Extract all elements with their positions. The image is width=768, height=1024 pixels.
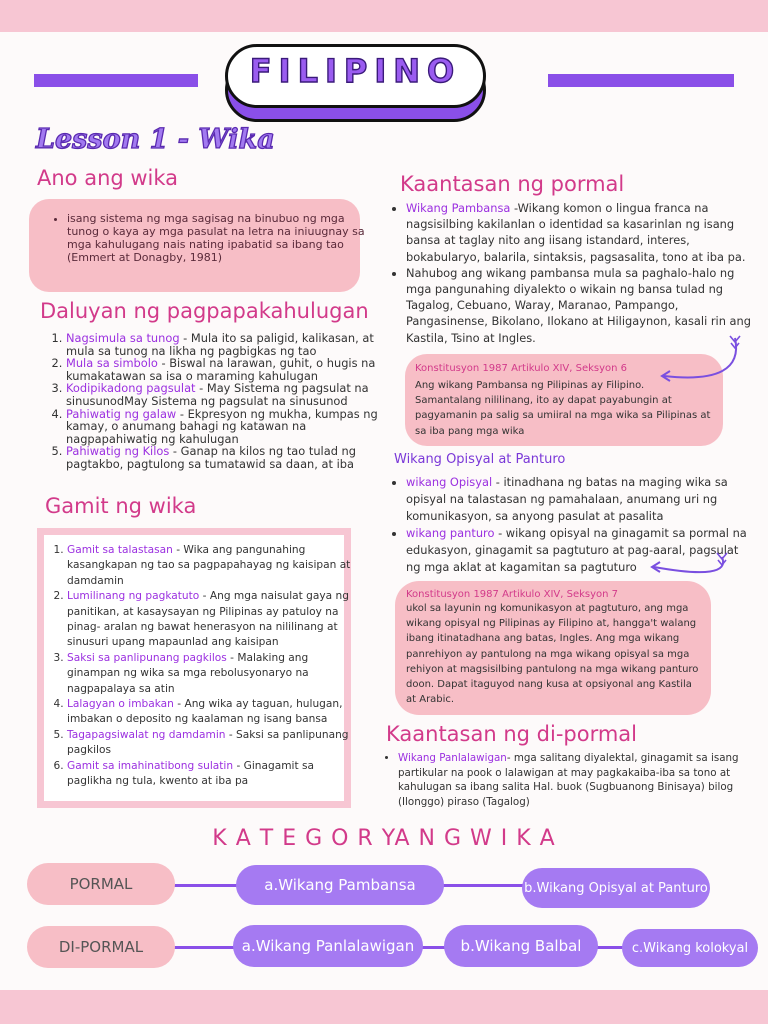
pormal-item-pill: a.Wikang Pambansa: [236, 865, 444, 905]
list-item: • wikang Opisyal - itinadhana ng batas na maging wika sa opisyal na talastasan ng pamahalaan, anumang uri ng komunikasyon, sa anyong pasulat at pasalita: [406, 474, 752, 525]
pormal-heading: Kaantasan ng pormal: [400, 172, 625, 196]
list-item: 1. Gamit sa talastasan - Wika ang pangunahing kasangkapan ng tao sa pagpapahayag ng kaisipan at damdamin: [67, 543, 357, 589]
konstitusyon-7-title: Konstitusyon 1987 Artikulo XIV, Seksyon 7: [406, 589, 619, 600]
gamit-list: [48, 543, 357, 790]
list-item: 4. Pahiwatig ng galaw - Ekpresyon ng mukha, kumpas ng kamay, o anumang bahagi ng katawan na nagpapahiwatig ng kahulugan: [66, 408, 390, 446]
dipormal-item-pill: c.Wikang kolokyal: [622, 929, 758, 967]
konstitusyon-7-box: [395, 581, 711, 715]
ano-text: • isang sistema ng mga sagisag na binubuo ng mga tunog o kaya ay mga pasulat na letra na iniuugnay sa mga kahulugang nais nating ipabatid sa ibang tao (Emmert at Donagby, 1981): [67, 212, 369, 264]
list-item: • Nahubog ang wikang pambansa mula sa paghalo-halo ng mga pangunahing diyalekto o wikain ng bansa tulad ng Tagalog, Cebuano, Waray, Maranao, Pampango, Pangasinense, Bikolano, Ilokano at Hiligaynon, kasali rin ang Kastila, Tsino at Ingles.: [406, 265, 758, 346]
gamit-box: [37, 528, 351, 808]
dipormal-pill: DI-PORMAL: [27, 926, 175, 968]
konstitusyon-6-text: Ang wikang Pambansa ng Pilipinas ay Filipino. Samantalang nililinang, ito ay dapat payabungin at pagyamanin pa salig sa umiiral na mga wika sa Pilipinas at sa iba pang mga wika: [415, 380, 711, 437]
konstitusyon-6-title: Konstitusyon 1987 Artikulo XIV, Seksyon 6: [415, 363, 628, 374]
konstitusyon-7-text: ukol sa layunin ng komunikasyon at pagtuturo, ang mga wikang opisyal ng Pilipinas ay Filipino at, hangga't walang ibang itinatadhana ang batas, Ingles. Ang mga wikang panrehiyon ay pantulong na mga wikang opisyal sa mga rehiyon at magsisilbing pantulong na mga wikang panturo doon. Dapat itaguyod nang kusa at opsiyonal ang Kastila at Arabic.: [406, 603, 699, 706]
list-item: 6. Gamit sa imahinatibong sulatin - Ginagamit sa paglikha ng tula, kwento at iba pa: [67, 759, 357, 790]
daluyan-list: [36, 332, 390, 471]
lesson-title: Lesson 1 - Wika: [36, 124, 275, 155]
arrow-k6: [650, 330, 750, 390]
ano-list: [41, 212, 369, 264]
list-item: 1. Nagsimula sa tunog - Mula ito sa paligid, kalikasan, at mula sa tunog na likha ng pagbigkas ng tao: [66, 332, 390, 357]
dipormal-item-pill: a.Wikang Panlalawigan: [233, 925, 423, 967]
header-bar-right: [548, 74, 734, 87]
page-title: FILIPINO: [249, 52, 462, 90]
pormal-item-pill: b.Wikang Opisyal at Panturo: [522, 868, 710, 908]
pormal-pill: PORMAL: [27, 863, 175, 905]
daluyan-heading: Daluyan ng pagpapakahulugan: [40, 299, 369, 323]
ano-box: [29, 199, 365, 292]
opisyal-subheading: Wikang Opisyal at Panturo: [394, 452, 566, 467]
arrow-k7: [640, 545, 740, 585]
dipormal-heading: Kaantasan ng di-pormal: [386, 722, 638, 746]
bottom-band: [0, 990, 768, 1024]
pormal-list: [388, 200, 758, 346]
list-item: • Wikang Pambansa -Wikang komon o lingua franca na nagsisilbing kakilanlan o identidad sa kasarinlan ng isang bansa at taglay nito ang iisang istandard, interes, bokabularyo, balarila, sintaksis, pagsasalita, tono at iba pa.: [406, 200, 758, 265]
top-band: [0, 0, 768, 32]
ano-heading: Ano ang wika: [37, 166, 179, 190]
dipormal-list: [376, 751, 760, 809]
list-item: 2. Mula sa simbolo - Biswal na larawan, guhit, o hugis na kumakatawan sa isa o maraming kahulugan: [66, 357, 390, 382]
dipormal-item-pill: b.Wikang Balbal: [444, 925, 598, 967]
list-item: 5. Pahiwatig ng Kilos - Ganap na kilos ng tao tulad ng pagtakbo, pagtulong sa tumatawid sa daan, at iba: [66, 445, 390, 470]
list-item: 5. Tagapagsiwalat ng damdamin - Saksi sa panlipunang pagkilos: [67, 728, 357, 759]
list-item: • Wikang Panlalawigan- mga salitang diyalektal, ginagamit sa isang partikular na pook o lalawigan at may pagkakaiba-iba sa tono at kahulugan sa ibang salita Hal. buok (Sugbuanong Binisaya) bilog (Ilonggo) piraso (Tagalog): [398, 751, 760, 809]
header-bar-left: [34, 74, 198, 87]
kategorya-title: K A T E G O R YA N G W I K A: [212, 826, 556, 851]
list-item: • wikang panturo - wikang opisyal na ginagamit sa pormal na edukasyon, ginagamit sa pagtuturo at pag-aaral, pagsulat ng mga aklat at kagamitan sa pagtuturo: [406, 525, 752, 576]
gamit-heading: Gamit ng wika: [45, 494, 197, 518]
list-item: 4. Lalagyan o imbakan - Ang wika ay taguan, hulugan, imbakan o deposito ng kaalaman ng isang bansa: [67, 697, 357, 728]
list-item: 2. Lumilinang ng pagkatuto - Ang mga naisulat gaya ng panitikan, at kasaysayan ng Pilipinas ay patuloy na pinag- aralan ng bawat henerasyon na nililinang at sinusuri upang mapaunlad ang kaisipan: [67, 589, 357, 651]
list-item: 3. Kodipikadong pagsulat - May Sistema ng pagsulat na sinusunodMay Sistema ng pagsulat na sinusunod: [66, 382, 390, 407]
list-item: 3. Saksi sa panlipunang pagkilos - Malaking ang ginampan ng wika sa mga rebolusyonaryo na nagpapalaya sa atin: [67, 651, 357, 697]
